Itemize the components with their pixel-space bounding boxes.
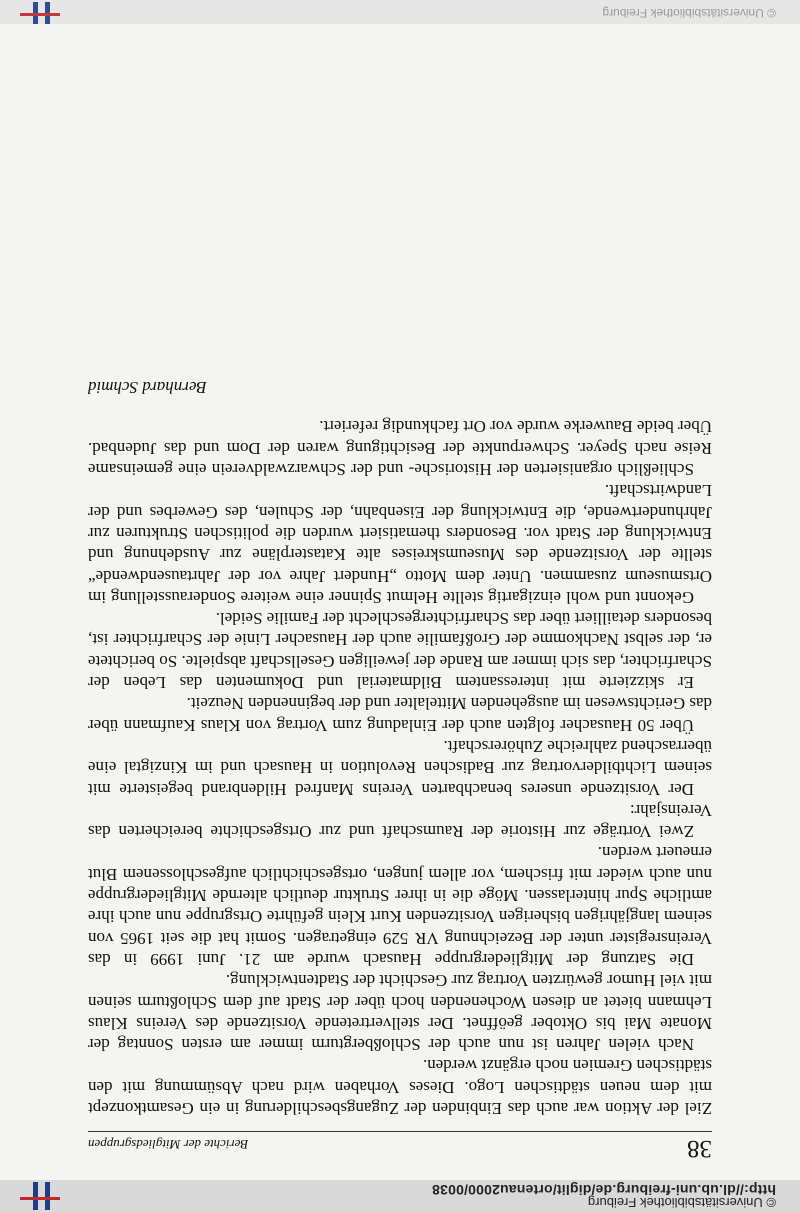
paragraph: Über 50 Hausacher folgten auch der Einladung zum Vortrag von Klaus Kaufmann über das Gerichtswesen im ausgehenden Mittelalter und der beginnenden Neuzeit. bbox=[88, 694, 712, 735]
paragraph: Der Vorsitzende unseres benachbarten Vereins Manfred Hildenbrand begeisterte mit seinem Lichtbildervortrag zur Badischen Revolution in Hausach und im Kinzigtal eine überraschend zahlreiche Zuhörerschaft. bbox=[88, 736, 712, 799]
paragraph: Nach vielen Jahren ist nun auch der Schloßbergturm immer am ersten Sonntag der Monate Mai bis Oktober geöffnet. Der stellvertretende Vorsitzende des Vereins Klaus Lehmann bietet an diesen Wochenenden hoch über der Stadt auf dem Schloßturm seinen mit viel Humor gewürzten Vortrag zur Geschicht der Stadtentwicklung. bbox=[88, 971, 712, 1055]
ub-freiburg-logo-icon bbox=[20, 2, 60, 24]
paragraph: Ziel der Aktion war auch das Einbinden der Zugangsbeschilderung in ein Gesamtkonzept mit dem neuen städtischen Logo. Dieses Vorhaben wird nach Absümmung mit den städtischen Gremien noch ergänzt werden. bbox=[88, 1056, 712, 1118]
scanned-page bbox=[88, 377, 712, 1160]
page-url-link[interactable]: http://dl.ub.uni-freiburg.de/diglit/ortenau2000/0038 bbox=[431, 1182, 776, 1198]
viewer-bottom-bar bbox=[0, 0, 800, 24]
ub-freiburg-logo-icon bbox=[20, 1182, 60, 1210]
viewer-top-bar bbox=[0, 1180, 800, 1212]
paragraph: Zwei Vorträge zur Historie der Raumschaft und zur Ortsgeschichte bereicherten das Vereinsjahr: bbox=[88, 800, 712, 842]
author-signature: Bernhard Schmid bbox=[88, 378, 207, 398]
paragraph: Er skizzierte mit interessantem Bildmaterial und Dokumenten das Leben der Scharfrichter, das sich immer am Rande der jeweiligen Gesellschaft abspielte. So berichtete er, der selbst Nachkomme der Großfamilie auch der Hausacher Linie der Scharfrichter ist, besonders detailliert über das Scharfrichtergeschlecht der Familie Seidel. bbox=[88, 609, 712, 693]
paragraph: Die Satzung der Mitgliedergruppe Hausach wurde am 21. Juni 1999 in das Vereinsregister unter der Bezeichnung VR 529 eingetragen. Somit hat die seit 1965 von seinem langjährigen bisherigen Vorsitzenden Kurt Klein geführte Ortsgruppe nun auch ihre amtliche Spur hinterlassen. Möge die in ihrer Struktur deutlich alternde Mitgliedergruppe nun auch wieder mit frischem, vor allem jungen, ortsgeschichtlich aufgeschlossenem Blut erneuert werden. bbox=[88, 843, 712, 969]
page-number: 38 bbox=[687, 1135, 712, 1162]
page-body bbox=[88, 377, 712, 1119]
page-header bbox=[88, 1131, 712, 1160]
paragraph: Gekonnt und wohl einzigartig stellte Helmut Spinner eine weitere Sonderausstellung im Ortsmuseum zusammen. Unter dem Motto „Hundert Jahre vor der Jahrtausendwende“ stellte der Vorsitzende des Museumskreises alte Katasterpläne zur Ausdehnung und Entwicklung der Stadt vor. Besonders thematisiert wurden die politischen Strukturen zur Jahrhundertwende, die Entwicklung der Eisenbahn, der Schulen, des Gewerbes und der Landwirtschaft. bbox=[88, 481, 712, 607]
paragraph: Schließlich organisierten der Historische- und der Schwarzwaldverein eine gemeinsame Reise nach Speyer. Schwerpunkte der Besichtigung waren der Dom und das Judenbad. Über beide Bauwerke wurde vor Ort fachkundig referiert. bbox=[88, 417, 712, 480]
copyright-credit: © Universitätsbibliothek Freiburg bbox=[587, 1195, 776, 1210]
copyright-credit-faded: © Universitätsbibliothek Freiburg bbox=[602, 6, 776, 20]
running-title: Berichte der Mitgliedsgruppen bbox=[88, 1137, 249, 1152]
